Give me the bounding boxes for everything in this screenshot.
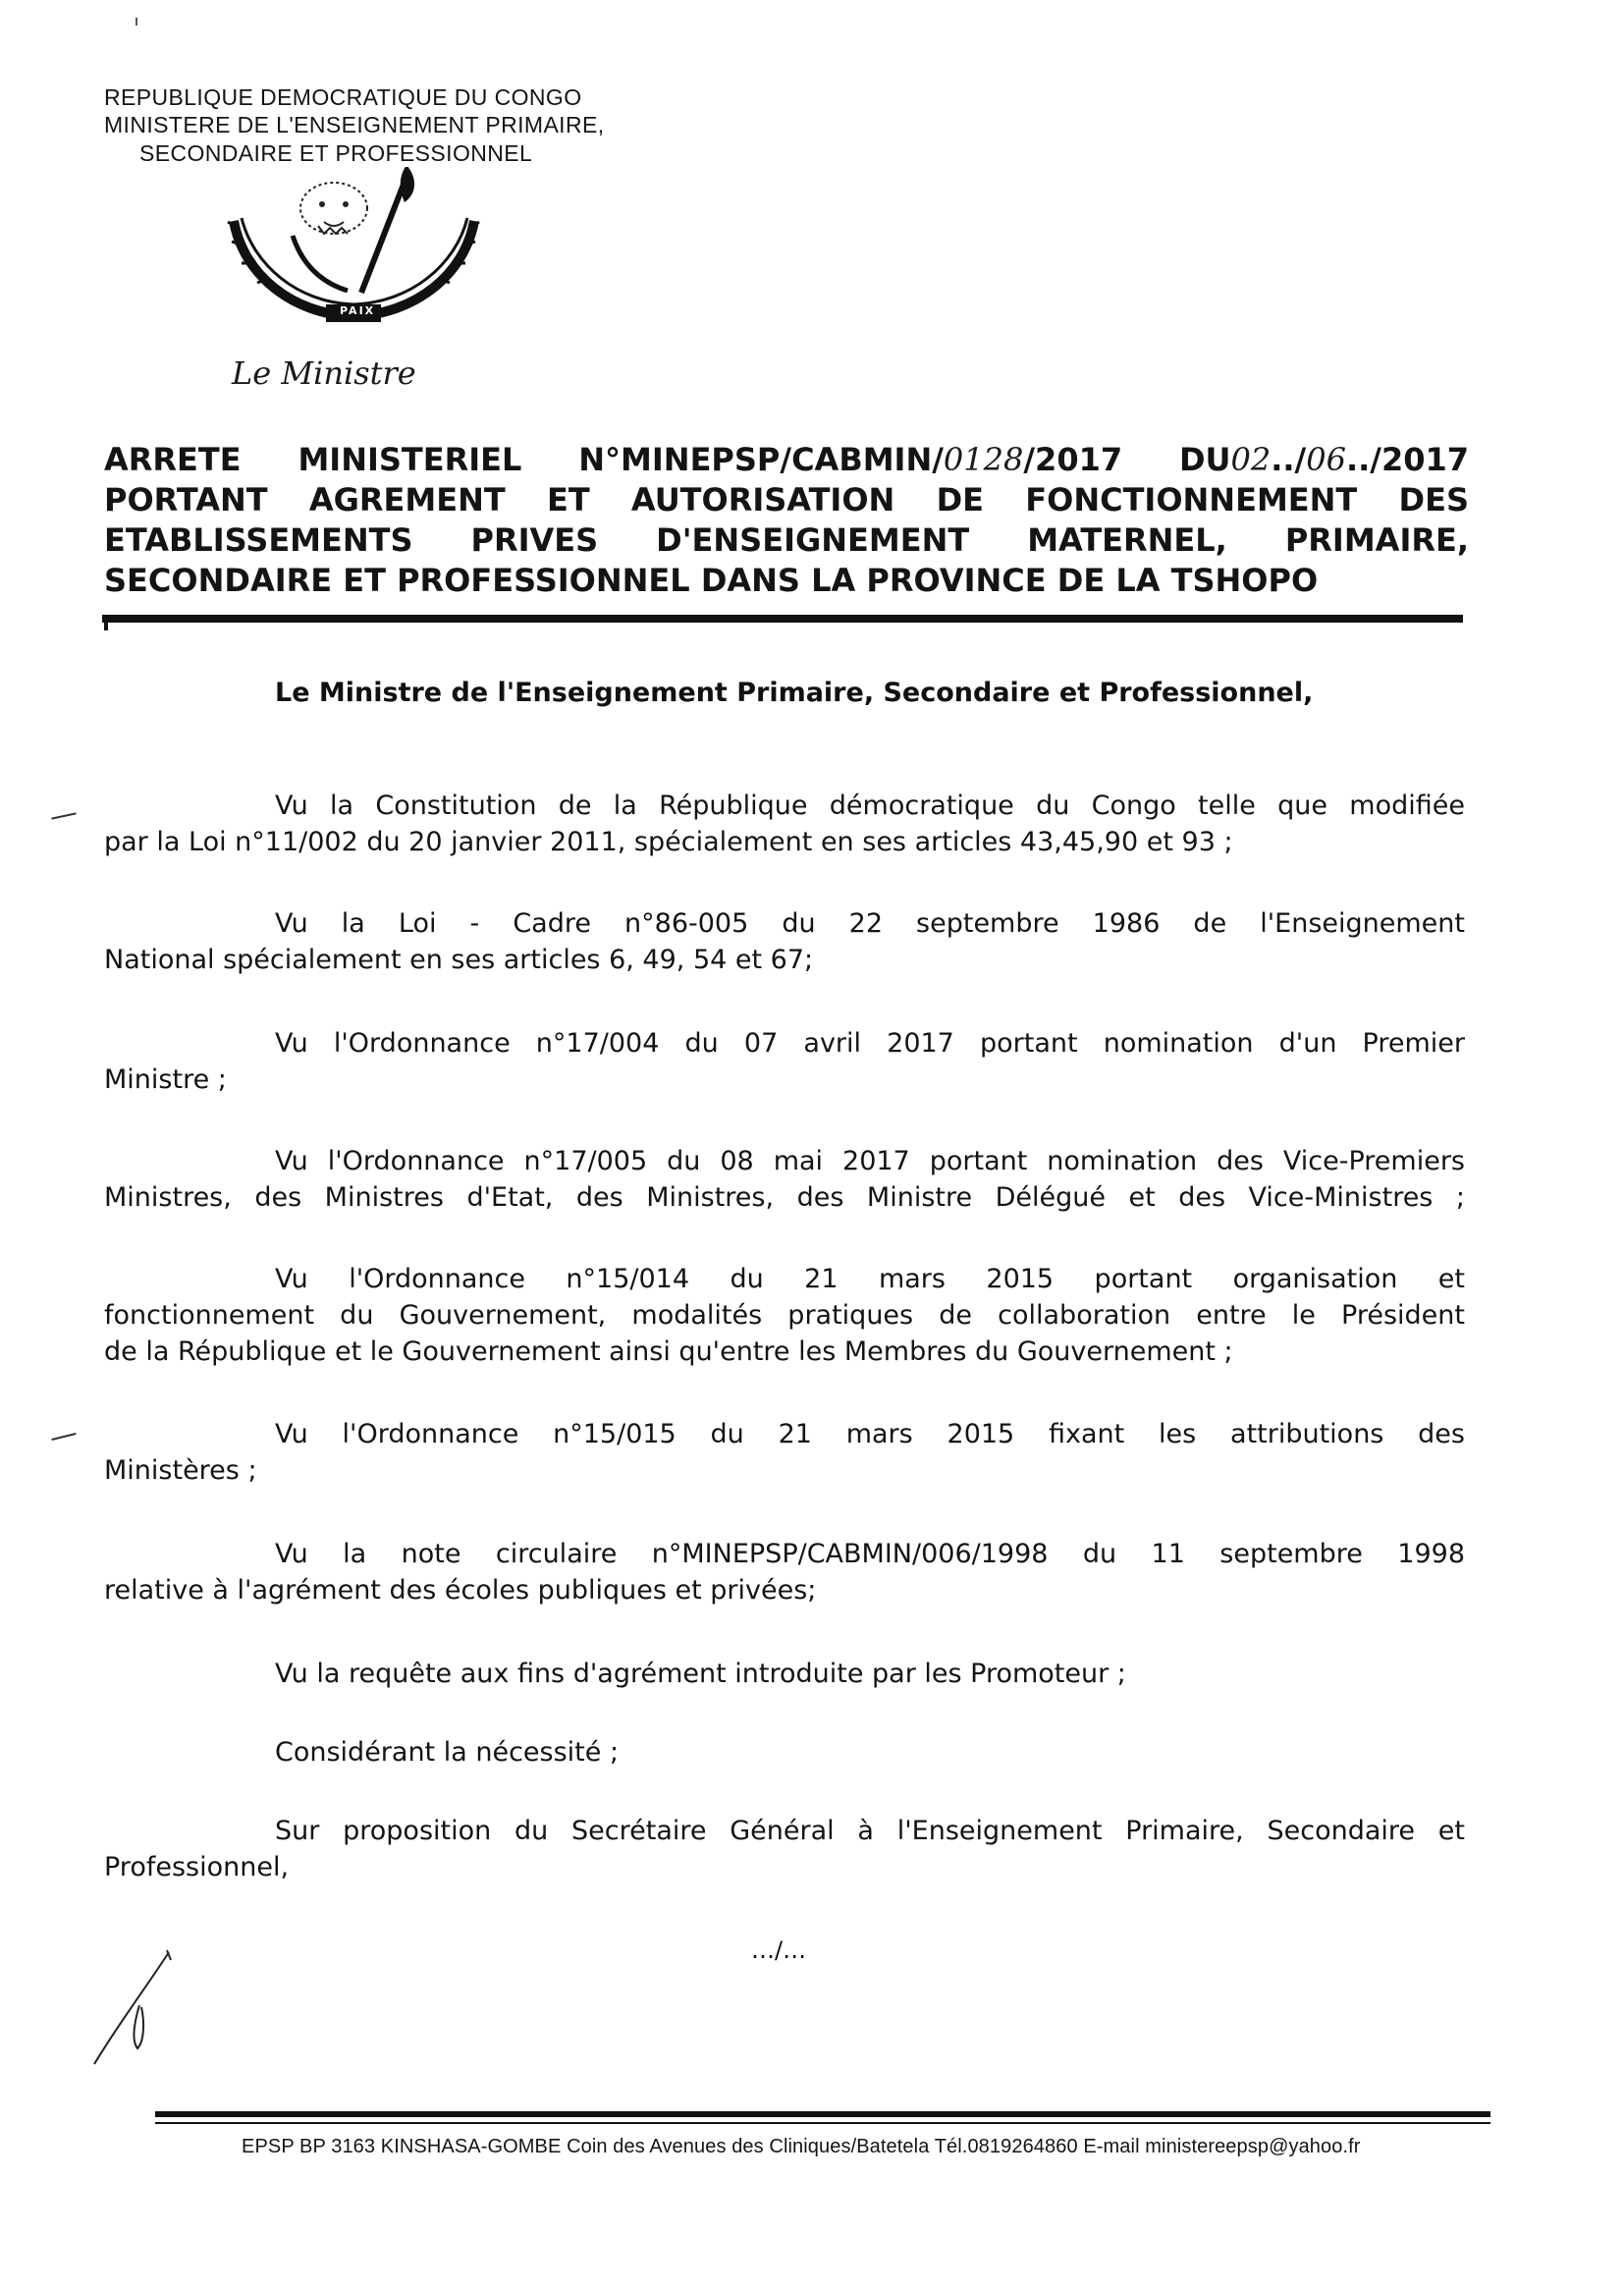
letterhead-country: REPUBLIQUE DEMOCRATIQUE DU CONGO bbox=[104, 84, 582, 110]
paragraph-line: par la Loi n°11/002 du 20 janvier 2011, spécialement en ses articles 43,45,90 et 93 ; bbox=[104, 827, 1233, 857]
paragraph-requete bbox=[104, 1656, 1465, 1692]
title-underline-tick bbox=[104, 619, 108, 630]
paragraph-line: Ministères ; bbox=[104, 1455, 257, 1486]
coat-of-arms-icon bbox=[224, 167, 484, 329]
minister-signatory: Le Ministre bbox=[232, 354, 416, 392]
minister-heading: Le Ministre de l'Enseignement Primaire, Secondaire et Professionnel, bbox=[275, 678, 1314, 708]
title-date-year: ../2017 bbox=[1345, 441, 1469, 478]
title-line-2: PORTANT AGREMENT ET AUTORISATION DE FONCTIONNEMENT DES bbox=[104, 481, 1469, 518]
paragraph-line: Sur proposition du Secrétaire Général à l'Enseignement Primaire, Secondaire et bbox=[275, 1816, 1465, 1846]
paragraph-ordonnance-gouvernement bbox=[104, 1261, 1465, 1370]
paragraph-considerant bbox=[104, 1734, 1465, 1771]
paragraph-loi-cadre bbox=[104, 905, 1465, 978]
paragraph-ordonnance-attributions bbox=[104, 1416, 1465, 1489]
paragraph-line: Vu l'Ordonnance n°17/005 du 08 mai 2017 portant nomination des Vice-Premiers bbox=[275, 1146, 1465, 1176]
footer-rule bbox=[155, 2111, 1490, 2117]
paragraph-line: Ministres, des Ministres d'Etat, des Ministres, des Ministre Délégué et des Vice-Ministres ; bbox=[104, 1182, 1465, 1213]
title-line-4: SECONDAIRE ET PROFESSIONNEL DANS LA PROVINCE DE LA TSHOPO bbox=[104, 562, 1319, 599]
scan-speck bbox=[135, 18, 137, 26]
paragraph-note-circulaire bbox=[104, 1536, 1465, 1608]
paragraph-proposition bbox=[104, 1813, 1465, 1885]
paragraph-line: Vu l'Ordonnance n°15/015 du 21 mars 2015 fixant les attributions des bbox=[275, 1419, 1465, 1449]
paragraph-line: relative à l'agrément des écoles publiques et privées; bbox=[104, 1575, 817, 1606]
title-underline bbox=[102, 615, 1463, 623]
margin-mark bbox=[51, 812, 77, 819]
handwritten-initials-signature bbox=[88, 1946, 177, 2074]
paragraph-line: Vu l'Ordonnance n°15/014 du 21 mars 2015 portant organisation et bbox=[275, 1264, 1465, 1294]
title-line-3: ETABLISSEMENTS PRIVES D'ENSEIGNEMENT MATERNEL, PRIMAIRE, bbox=[104, 521, 1469, 559]
title-line-1 bbox=[104, 440, 1469, 479]
paragraph-ordonnance-premier-ministre bbox=[104, 1025, 1465, 1098]
margin-mark bbox=[51, 1433, 77, 1441]
paragraph-line: Ministre ; bbox=[104, 1064, 227, 1095]
paragraph-line: fonctionnement du Gouvernement, modalités pratiques de collaboration entre le Président bbox=[104, 1300, 1465, 1331]
letterhead-ministry: MINISTERE DE L'ENSEIGNEMENT PRIMAIRE, bbox=[104, 112, 605, 137]
paragraph-ordonnance-ministres bbox=[104, 1143, 1465, 1216]
paragraph-line: Considérant la nécessité ; bbox=[275, 1737, 620, 1768]
title-date-sep: ../ bbox=[1271, 441, 1307, 478]
emblem-banner-bottom: PAIX bbox=[340, 304, 376, 317]
paragraph-line: National spécialement en ses articles 6, 49, 54 et 67; bbox=[104, 945, 814, 975]
title-decree-prefix: ARRETE MINISTERIEL N°MINEPSP/CABMIN/ bbox=[104, 441, 944, 478]
handwritten-decree-number: 0128 bbox=[943, 441, 1024, 478]
paragraph-line: Vu la note circulaire n°MINEPSP/CABMIN/006/1998 du 11 septembre 1998 bbox=[275, 1539, 1465, 1569]
paragraph-line: Vu l'Ordonnance n°17/004 du 07 avril 2017 portant nomination d'un Premier bbox=[275, 1028, 1465, 1059]
footer-rule-thin bbox=[155, 2122, 1490, 2124]
continuation-mark: …/… bbox=[751, 1936, 807, 1964]
footer-contact: EPSP BP 3163 KINSHASA-GOMBE Coin des Avenues des Cliniques/Batetela Tél.0819264860 E-mail ministereepsp@yahoo.fr bbox=[242, 2136, 1361, 2157]
handwritten-day: 02 bbox=[1230, 441, 1272, 478]
paragraph-line: de la République et le Gouvernement ainsi qu'entre les Membres du Gouvernement ; bbox=[104, 1336, 1233, 1367]
title-decree-year: /2017 bbox=[1023, 441, 1123, 478]
handwritten-month: 06 bbox=[1306, 441, 1346, 478]
title-du: DU bbox=[1178, 441, 1231, 478]
paragraph-line: Vu la Loi - Cadre n°86-005 du 22 septembre 1986 de l'Enseignement bbox=[275, 908, 1465, 939]
paragraph-constitution bbox=[104, 788, 1465, 860]
paragraph-line: Vu la requête aux fins d'agrément introduite par les Promoteur ; bbox=[275, 1659, 1126, 1689]
paragraph-line: Professionnel, bbox=[104, 1852, 290, 1882]
letterhead-ministry-cont: SECONDAIRE ET PROFESSIONNEL bbox=[139, 140, 533, 166]
paragraph-line: Vu la Constitution de la République démocratique du Congo telle que modifiée bbox=[275, 790, 1465, 821]
